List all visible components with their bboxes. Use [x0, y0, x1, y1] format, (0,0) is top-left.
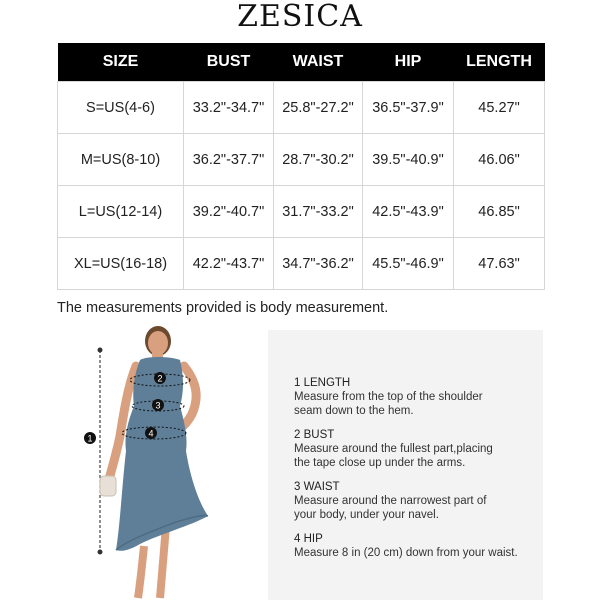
cell-size: L=US(12-14)	[58, 186, 184, 238]
marker-length-label: 1	[87, 433, 93, 444]
model-clutch	[100, 476, 116, 496]
cell-length: 46.06"	[454, 134, 545, 186]
cell-size: S=US(4-6)	[58, 82, 184, 134]
instruction-line: Measure from the top of the shoulder	[294, 391, 483, 403]
instruction-bust	[294, 428, 544, 470]
marker-waist-label: 3	[155, 400, 161, 411]
cell-size: XL=US(16-18)	[58, 238, 184, 290]
measurement-instructions	[294, 376, 544, 570]
instruction-hip	[294, 532, 544, 560]
model-figure	[80, 326, 255, 600]
cell-length: 46.85"	[454, 186, 545, 238]
cell-hip: 36.5"-37.9"	[363, 82, 454, 134]
measurement-note: The measurements provided is body measurement.	[57, 300, 389, 316]
cell-hip: 39.5"-40.9"	[363, 134, 454, 186]
instruction-length	[294, 376, 544, 418]
table-row	[58, 82, 545, 134]
cell-waist: 31.7"-33.2"	[274, 186, 363, 238]
size-chart-table	[57, 43, 545, 290]
length-guide-top	[98, 348, 103, 353]
instruction-title: 4 HIP	[294, 533, 323, 545]
marker-hip-label: 4	[148, 428, 154, 439]
instruction-line: your body, under your navel.	[294, 509, 439, 521]
length-guide-bottom	[98, 550, 103, 555]
cell-bust: 36.2"-37.7"	[184, 134, 274, 186]
table-row	[58, 186, 545, 238]
marker-length	[84, 432, 96, 444]
cell-bust: 33.2"-34.7"	[184, 82, 274, 134]
cell-size: M=US(8-10)	[58, 134, 184, 186]
instruction-line: the tape close up under the arms.	[294, 457, 466, 469]
instruction-title: 3 WAIST	[294, 481, 340, 493]
cell-waist: 25.8"-27.2"	[274, 82, 363, 134]
marker-bust-label: 2	[157, 373, 163, 384]
instruction-title: 1 LENGTH	[294, 377, 351, 389]
cell-bust: 42.2"-43.7"	[184, 238, 274, 290]
table-header-row	[58, 43, 545, 82]
table-row	[58, 134, 545, 186]
instruction-line: Measure 8 in (20 cm) down from your waist.	[294, 547, 518, 559]
instruction-line: Measure around the narrowest part of	[294, 495, 487, 507]
header-length: LENGTH	[454, 43, 545, 82]
cell-hip: 45.5"-46.9"	[363, 238, 454, 290]
instruction-line: seam down to the hem.	[294, 405, 414, 417]
model-face	[148, 331, 168, 355]
cell-bust: 39.2"-40.7"	[184, 186, 274, 238]
marker-waist	[152, 399, 164, 411]
marker-bust	[154, 372, 166, 384]
model-left-leg	[138, 546, 144, 598]
table-row	[58, 238, 545, 290]
instruction-waist	[294, 480, 544, 522]
marker-hip	[145, 427, 157, 439]
cell-length: 47.63"	[454, 238, 545, 290]
model-right-leg	[160, 526, 166, 598]
header-size: SIZE	[58, 43, 184, 82]
instruction-line: Measure around the fullest part,placing	[294, 443, 493, 455]
cell-length: 45.27"	[454, 82, 545, 134]
header-hip: HIP	[363, 43, 454, 82]
cell-waist: 28.7"-30.2"	[274, 134, 363, 186]
header-bust: BUST	[184, 43, 274, 82]
model-illustration	[80, 326, 255, 600]
cell-waist: 34.7"-36.2"	[274, 238, 363, 290]
header-waist: WAIST	[274, 43, 363, 82]
cell-hip: 42.5"-43.9"	[363, 186, 454, 238]
brand-logo: ZESICA	[237, 0, 363, 34]
instruction-title: 2 BUST	[294, 429, 335, 441]
